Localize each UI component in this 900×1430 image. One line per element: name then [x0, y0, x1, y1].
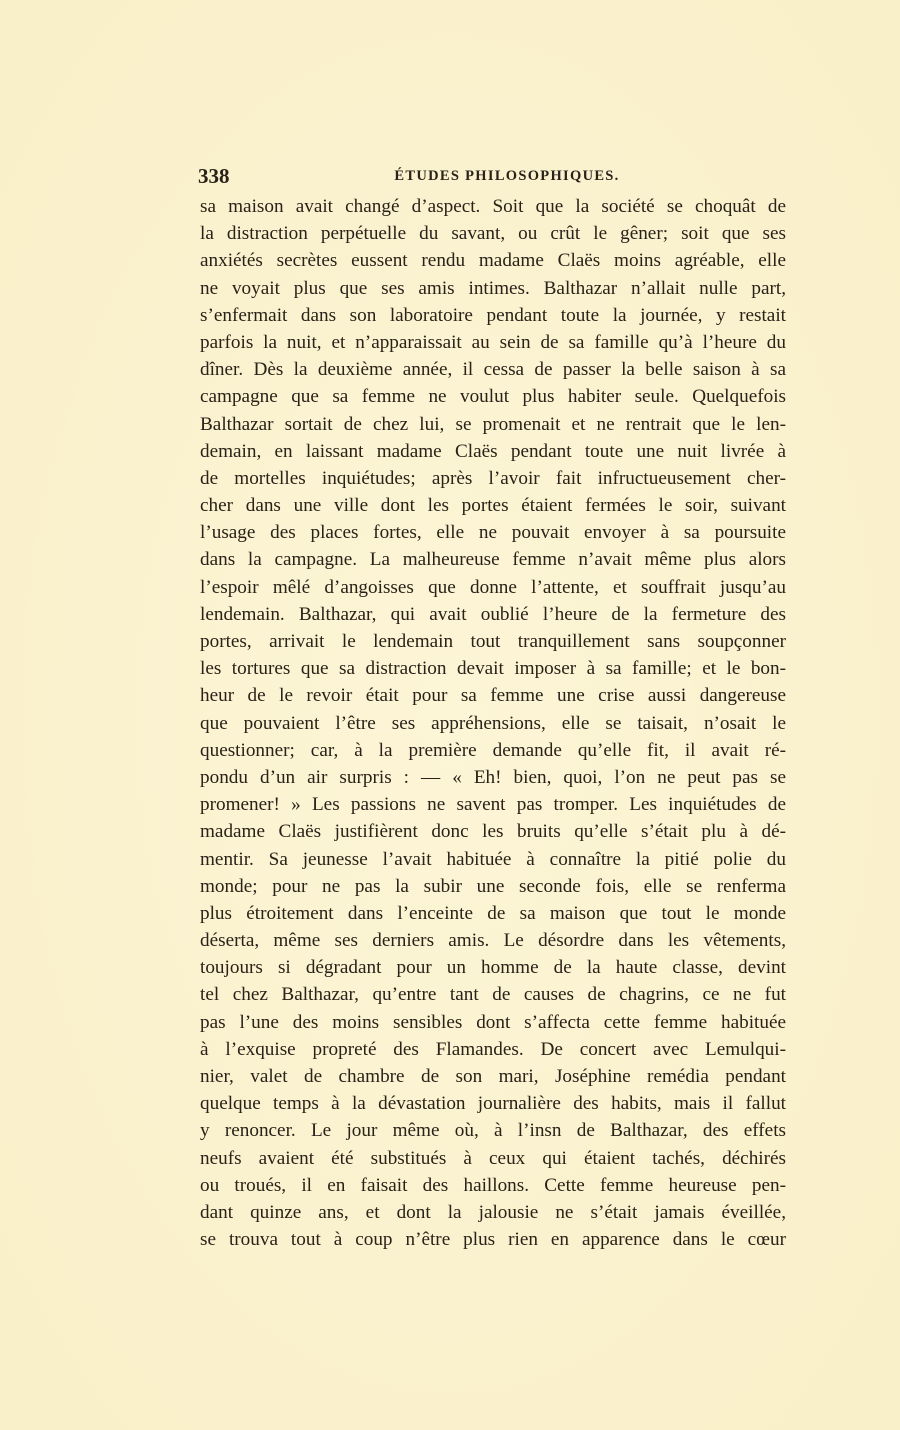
text-line: tel chez Balthazar, qu’entre tant de causes de chagrins, ce ne fut — [200, 984, 786, 1006]
text-line: ne voyait plus que ses amis intimes. Balthazar n’allait nulle part, — [200, 277, 786, 299]
text-line: se trouva tout à coup n’être plus rien en apparence dans le cœur — [200, 1229, 786, 1251]
text-line: l’espoir mêlé d’angoisses que donne l’attente, et souffrait jusqu’au — [200, 576, 786, 598]
text-line: madame Claës justifièrent donc les bruits qu’elle s’était plu à dé- — [200, 821, 786, 843]
text-line: quelque temps à la dévastation journalière des habits, mais il fallut — [200, 1093, 786, 1115]
text-line: parfois la nuit, et n’apparaissait au sein de sa famille qu’à l’heure du — [200, 331, 786, 353]
text-line: mentir. Sa jeunesse l’avait habituée à connaître la pitié polie du — [200, 848, 786, 870]
text-line: promener! » Les passions ne savent pas tromper. Les inquiétudes de — [200, 794, 786, 816]
text-line: ou troués, il en faisait des haillons. Cette femme heureuse pen- — [200, 1174, 786, 1196]
text-line: les tortures que sa distraction devait imposer à sa famille; et le bon- — [200, 658, 786, 680]
text-line: anxiétés secrètes eussent rendu madame Claës moins agréable, elle — [200, 250, 786, 272]
text-line: nier, valet de chambre de son mari, Joséphine remédia pendant — [200, 1066, 786, 1087]
text-line: plus étroitement dans l’enceinte de sa maison que tout le monde — [200, 902, 786, 924]
text-line: de mortelles inquiétudes; après l’avoir fait infructueusement cher- — [200, 467, 786, 489]
text-line: pas l’une des moins sensibles dont s’affecta cette femme habituée — [200, 1011, 786, 1033]
text-line: y renoncer. Le jour même où, à l’insn de Balthazar, des effets — [200, 1120, 786, 1142]
text-line: que pouvaient l’être ses appréhensions, elle se taisait, n’osait le — [200, 712, 786, 734]
text-line: s’enfermait dans son laboratoire pendant toute la journée, y restait — [200, 304, 786, 326]
text-line: pondu d’un air surpris : — « Eh! bien, quoi, l’on ne peut pas se — [200, 766, 786, 788]
text-line: neufs avaient été substitués à ceux qui étaient tachés, déchirés — [200, 1147, 786, 1169]
text-line: sa maison avait changé d’aspect. Soit que la société se choquât de — [200, 196, 786, 217]
text-line: lendemain. Balthazar, qui avait oublié l’heure de la fermeture des — [200, 603, 786, 625]
text-line: questionner; car, à la première demande qu’elle fit, il avait ré- — [200, 739, 786, 761]
text-line: dîner. Dès la deuxième année, il cessa de passer la belle saison à sa — [200, 359, 786, 381]
text-line: à l’exquise propreté des Flamandes. De concert avec Lemulqui- — [200, 1038, 786, 1060]
body-text — [200, 193, 786, 1253]
text-line: déserta, même ses derniers amis. Le désordre dans les vêtements, — [200, 930, 786, 952]
text-line: cher dans une ville dont les portes étaient fermées le soir, suivant — [200, 495, 786, 517]
text-line: dans la campagne. La malheureuse femme n’avait même plus alors — [200, 549, 786, 571]
text-line: la distraction perpétuelle du savant, ou crût le gêner; soit que ses — [200, 223, 786, 245]
text-line: demain, en laissant madame Claës pendant toute une nuit livrée à — [200, 440, 786, 462]
text-line: campagne que sa femme ne voulut plus habiter seule. Quelquefois — [200, 386, 786, 408]
page-header — [198, 164, 786, 190]
text-line: portes, arrivait le lendemain tout tranquillement sans soupçonner — [200, 631, 786, 652]
page-number: 338 — [198, 164, 230, 188]
text-line: monde; pour ne pas la subir une seconde fois, elle se renferma — [200, 875, 786, 897]
text-line: heur de le revoir était pour sa femme une crise aussi dangereuse — [200, 685, 786, 707]
text-line: dant quinze ans, et dont la jalousie ne s’était jamais éveillée, — [200, 1201, 786, 1223]
text-line: toujours si dégradant pour un homme de la haute classe, devint — [200, 957, 786, 979]
text-line: Balthazar sortait de chez lui, se promenait et ne rentrait que le len- — [200, 413, 786, 435]
text-line: l’usage des places fortes, elle ne pouvait envoyer à sa poursuite — [200, 522, 786, 544]
running-title: ÉTUDES PHILOSOPHIQUES. — [394, 168, 620, 184]
